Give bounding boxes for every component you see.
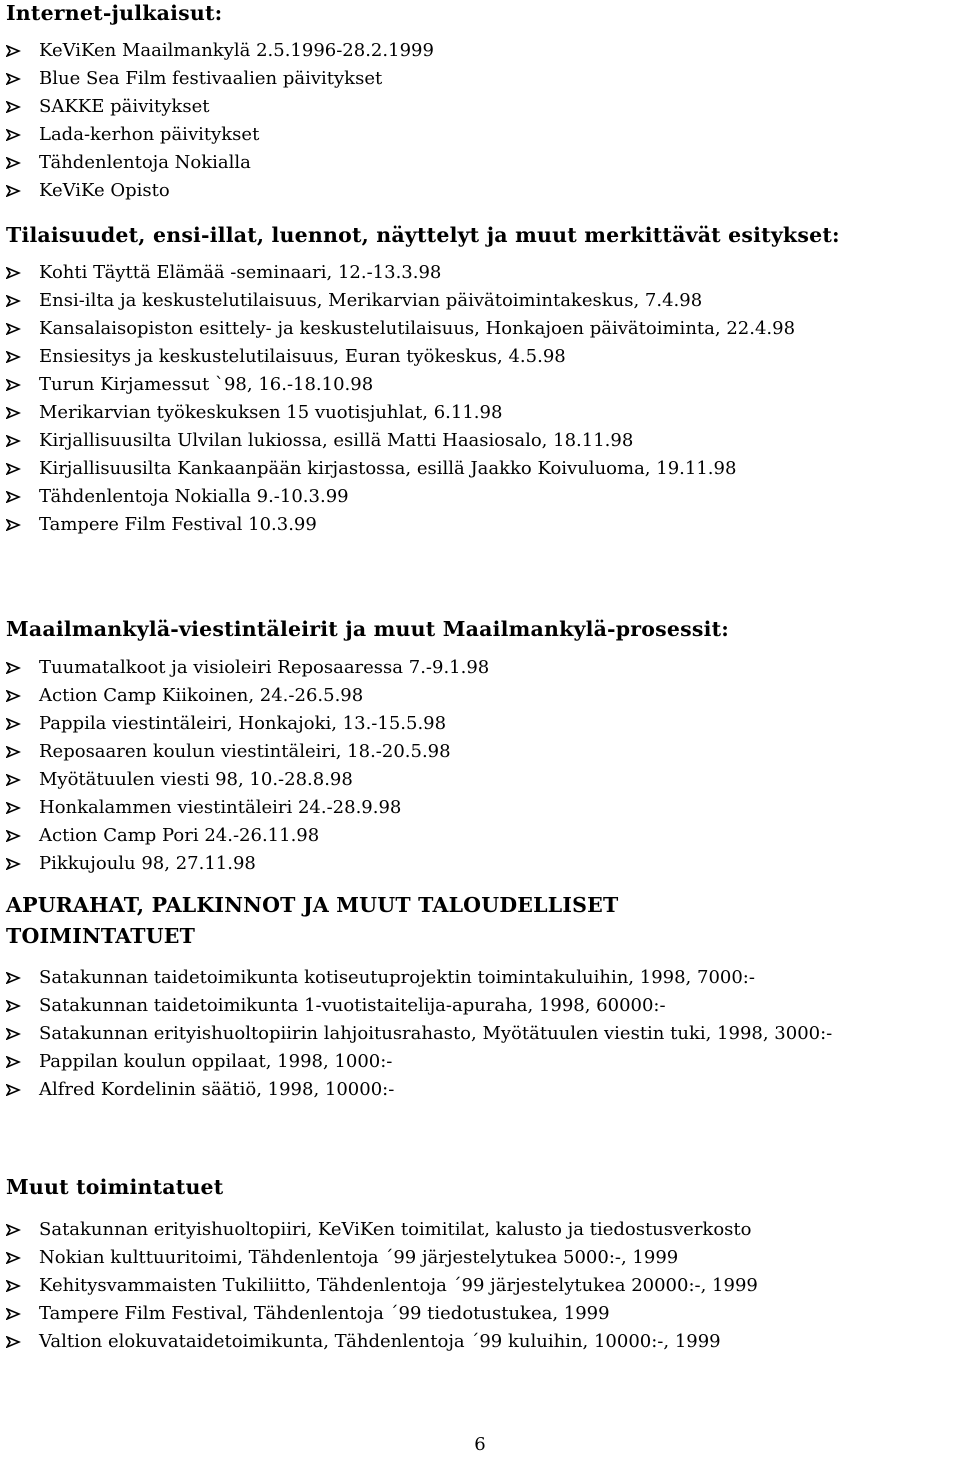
list-item-text: Satakunnan erityishuoltopiiri, KeViKen toimitilat, kalusto ja tiedostusverkosto xyxy=(39,1219,752,1240)
list-item xyxy=(0,1328,960,1356)
list-item-text: Myötätuulen viesti 98, 10.-28.8.98 xyxy=(39,769,353,790)
list-item xyxy=(0,1216,960,1244)
list-item-text: Alfred Kordelinin säätiö, 1998, 10000:- xyxy=(39,1079,395,1100)
list-item-text: Lada-kerhon päivitykset xyxy=(39,124,260,145)
arrow-bullet-icon xyxy=(6,766,21,794)
arrow-bullet-icon xyxy=(6,371,21,399)
list-item-text: Action Camp Pori 24.-26.11.98 xyxy=(39,825,320,846)
list-item-text: Satakunnan taidetoimikunta kotiseutuprojektin toimintakuluihin, 1998, 7000:- xyxy=(39,967,755,988)
list-item-text: Merikarvian työkeskuksen 15 vuotisjuhlat, 6.11.98 xyxy=(39,402,503,423)
section-heading: Muut toimintatuet xyxy=(6,1175,224,1199)
list-item-text: Tuumatalkoot ja visioleiri Reposaaressa 7.-9.1.98 xyxy=(39,657,490,678)
arrow-bullet-icon xyxy=(6,1300,21,1328)
list-item xyxy=(0,1244,960,1272)
page-number: 6 xyxy=(474,1434,486,1455)
arrow-bullet-icon xyxy=(6,121,21,149)
bullet-list xyxy=(0,654,960,878)
arrow-bullet-icon xyxy=(6,1328,21,1356)
arrow-bullet-icon xyxy=(6,149,21,177)
list-item-text: Ensiesitys ja keskustelutilaisuus, Euran työkeskus, 4.5.98 xyxy=(39,346,566,367)
list-item-text: Honkalammen viestintäleiri 24.-28.9.98 xyxy=(39,797,402,818)
arrow-bullet-icon xyxy=(6,37,21,65)
list-item-text: Kehitysvammaisten Tukiliitto, Tähdenlentoja ´99 järjestelytukea 20000:-, 1999 xyxy=(39,1275,758,1296)
section-heading: Maailmankylä-viestintäleirit ja muut Maailmankylä-prosessit: xyxy=(6,617,730,641)
list-item xyxy=(0,710,960,738)
list-item xyxy=(0,1020,960,1048)
arrow-bullet-icon xyxy=(6,1216,21,1244)
arrow-bullet-icon xyxy=(6,399,21,427)
list-item xyxy=(0,315,960,343)
list-item-text: KeViKe Opisto xyxy=(39,180,170,201)
arrow-bullet-icon xyxy=(6,1244,21,1272)
arrow-bullet-icon xyxy=(6,315,21,343)
list-item xyxy=(0,483,960,511)
list-item-text: Pikkujoulu 98, 27.11.98 xyxy=(39,853,256,874)
arrow-bullet-icon xyxy=(6,794,21,822)
list-item-text: Ensi-ilta ja keskustelutilaisuus, Merikarvian päivätoimintakeskus, 7.4.98 xyxy=(39,290,703,311)
list-item-text: Kirjallisuusilta Ulvilan lukiossa, esillä Matti Haasiosalo, 18.11.98 xyxy=(39,430,634,451)
arrow-bullet-icon xyxy=(6,1020,21,1048)
bullet-list xyxy=(0,259,960,539)
list-item-text: Satakunnan erityishuoltopiirin lahjoitusrahasto, Myötätuulen viestin tuki, 1998, 3000:- xyxy=(39,1023,833,1044)
section-heading: APURAHAT, PALKINNOT JA MUUT TALOUDELLISET TOIMINTATUET xyxy=(6,893,619,948)
list-item xyxy=(0,794,960,822)
arrow-bullet-icon xyxy=(6,1048,21,1076)
list-item-text: Valtion elokuvataidetoimikunta, Tähdenlentoja ´99 kuluihin, 10000:-, 1999 xyxy=(39,1331,721,1352)
list-item xyxy=(0,121,960,149)
arrow-bullet-icon xyxy=(6,710,21,738)
section-other-support xyxy=(0,1172,960,1356)
list-item-text: Tähdenlentoja Nokialla xyxy=(39,152,251,173)
list-item xyxy=(0,427,960,455)
list-item xyxy=(0,37,960,65)
list-item-text: Nokian kulttuuritoimi, Tähdenlentoja ´99 järjestelytukea 5000:-, 1999 xyxy=(39,1247,679,1268)
list-item xyxy=(0,93,960,121)
arrow-bullet-icon xyxy=(6,455,21,483)
arrow-bullet-icon xyxy=(6,259,21,287)
list-item-text: Turun Kirjamessut `98, 16.-18.10.98 xyxy=(39,374,374,395)
list-item xyxy=(0,343,960,371)
arrow-bullet-icon xyxy=(6,992,21,1020)
list-item xyxy=(0,259,960,287)
arrow-bullet-icon xyxy=(6,1076,21,1104)
arrow-bullet-icon xyxy=(6,738,21,766)
list-item xyxy=(0,371,960,399)
list-item xyxy=(0,511,960,539)
list-item xyxy=(0,654,960,682)
list-item-text: Pappilan koulun oppilaat, 1998, 1000:- xyxy=(39,1051,393,1072)
arrow-bullet-icon xyxy=(6,654,21,682)
list-item xyxy=(0,766,960,794)
arrow-bullet-icon xyxy=(6,1272,21,1300)
arrow-bullet-icon xyxy=(6,483,21,511)
section-grants xyxy=(0,890,960,1104)
list-item xyxy=(0,1048,960,1076)
section-internet-publications xyxy=(0,0,960,205)
list-item-text: SAKKE päivitykset xyxy=(39,96,210,117)
arrow-bullet-icon xyxy=(6,850,21,878)
section-camps xyxy=(0,614,960,878)
list-item xyxy=(0,822,960,850)
list-item xyxy=(0,399,960,427)
bullet-list xyxy=(0,964,960,1104)
list-item-text: Kansalaisopiston esittely- ja keskustelutilaisuus, Honkajoen päivätoiminta, 22.4.98 xyxy=(39,318,796,339)
arrow-bullet-icon xyxy=(6,427,21,455)
list-item xyxy=(0,177,960,205)
arrow-bullet-icon xyxy=(6,343,21,371)
list-item xyxy=(0,65,960,93)
list-item-text: Satakunnan taidetoimikunta 1-vuotistaitelija-apuraha, 1998, 60000:- xyxy=(39,995,666,1016)
section-heading: Internet-julkaisut: xyxy=(6,1,223,25)
list-item-text: Kirjallisuusilta Kankaanpään kirjastossa, esillä Jaakko Koivuluoma, 19.11.98 xyxy=(39,458,737,479)
arrow-bullet-icon xyxy=(6,287,21,315)
section-events xyxy=(0,220,960,539)
bullet-list xyxy=(0,1216,960,1356)
arrow-bullet-icon xyxy=(6,511,21,539)
list-item xyxy=(0,287,960,315)
bullet-list xyxy=(0,37,960,205)
list-item xyxy=(0,682,960,710)
list-item-text: Blue Sea Film festivaalien päivitykset xyxy=(39,68,383,89)
list-item-text: Tampere Film Festival, Tähdenlentoja ´99 tiedotustukea, 1999 xyxy=(39,1303,610,1324)
list-item xyxy=(0,992,960,1020)
list-item-text: Action Camp Kiikoinen, 24.-26.5.98 xyxy=(39,685,364,706)
arrow-bullet-icon xyxy=(6,822,21,850)
list-item xyxy=(0,738,960,766)
arrow-bullet-icon xyxy=(6,682,21,710)
list-item xyxy=(0,964,960,992)
arrow-bullet-icon xyxy=(6,964,21,992)
list-item xyxy=(0,1076,960,1104)
list-item xyxy=(0,455,960,483)
list-item xyxy=(0,850,960,878)
list-item-text: Tampere Film Festival 10.3.99 xyxy=(39,514,317,535)
list-item xyxy=(0,1272,960,1300)
list-item-text: Tähdenlentoja Nokialla 9.-10.3.99 xyxy=(39,486,349,507)
list-item-text: Reposaaren koulun viestintäleiri, 18.-20.5.98 xyxy=(39,741,451,762)
list-item-text: KeViKen Maailmankylä 2.5.1996-28.2.1999 xyxy=(39,40,434,61)
list-item-text: Kohti Täyttä Elämää -seminaari, 12.-13.3.98 xyxy=(39,262,442,283)
list-item-text: Pappila viestintäleiri, Honkajoki, 13.-15.5.98 xyxy=(39,713,447,734)
arrow-bullet-icon xyxy=(6,65,21,93)
list-item xyxy=(0,149,960,177)
arrow-bullet-icon xyxy=(6,93,21,121)
list-item xyxy=(0,1300,960,1328)
section-heading: Tilaisuudet, ensi-illat, luennot, näyttelyt ja muut merkittävät esitykset: xyxy=(6,223,840,247)
arrow-bullet-icon xyxy=(6,177,21,205)
